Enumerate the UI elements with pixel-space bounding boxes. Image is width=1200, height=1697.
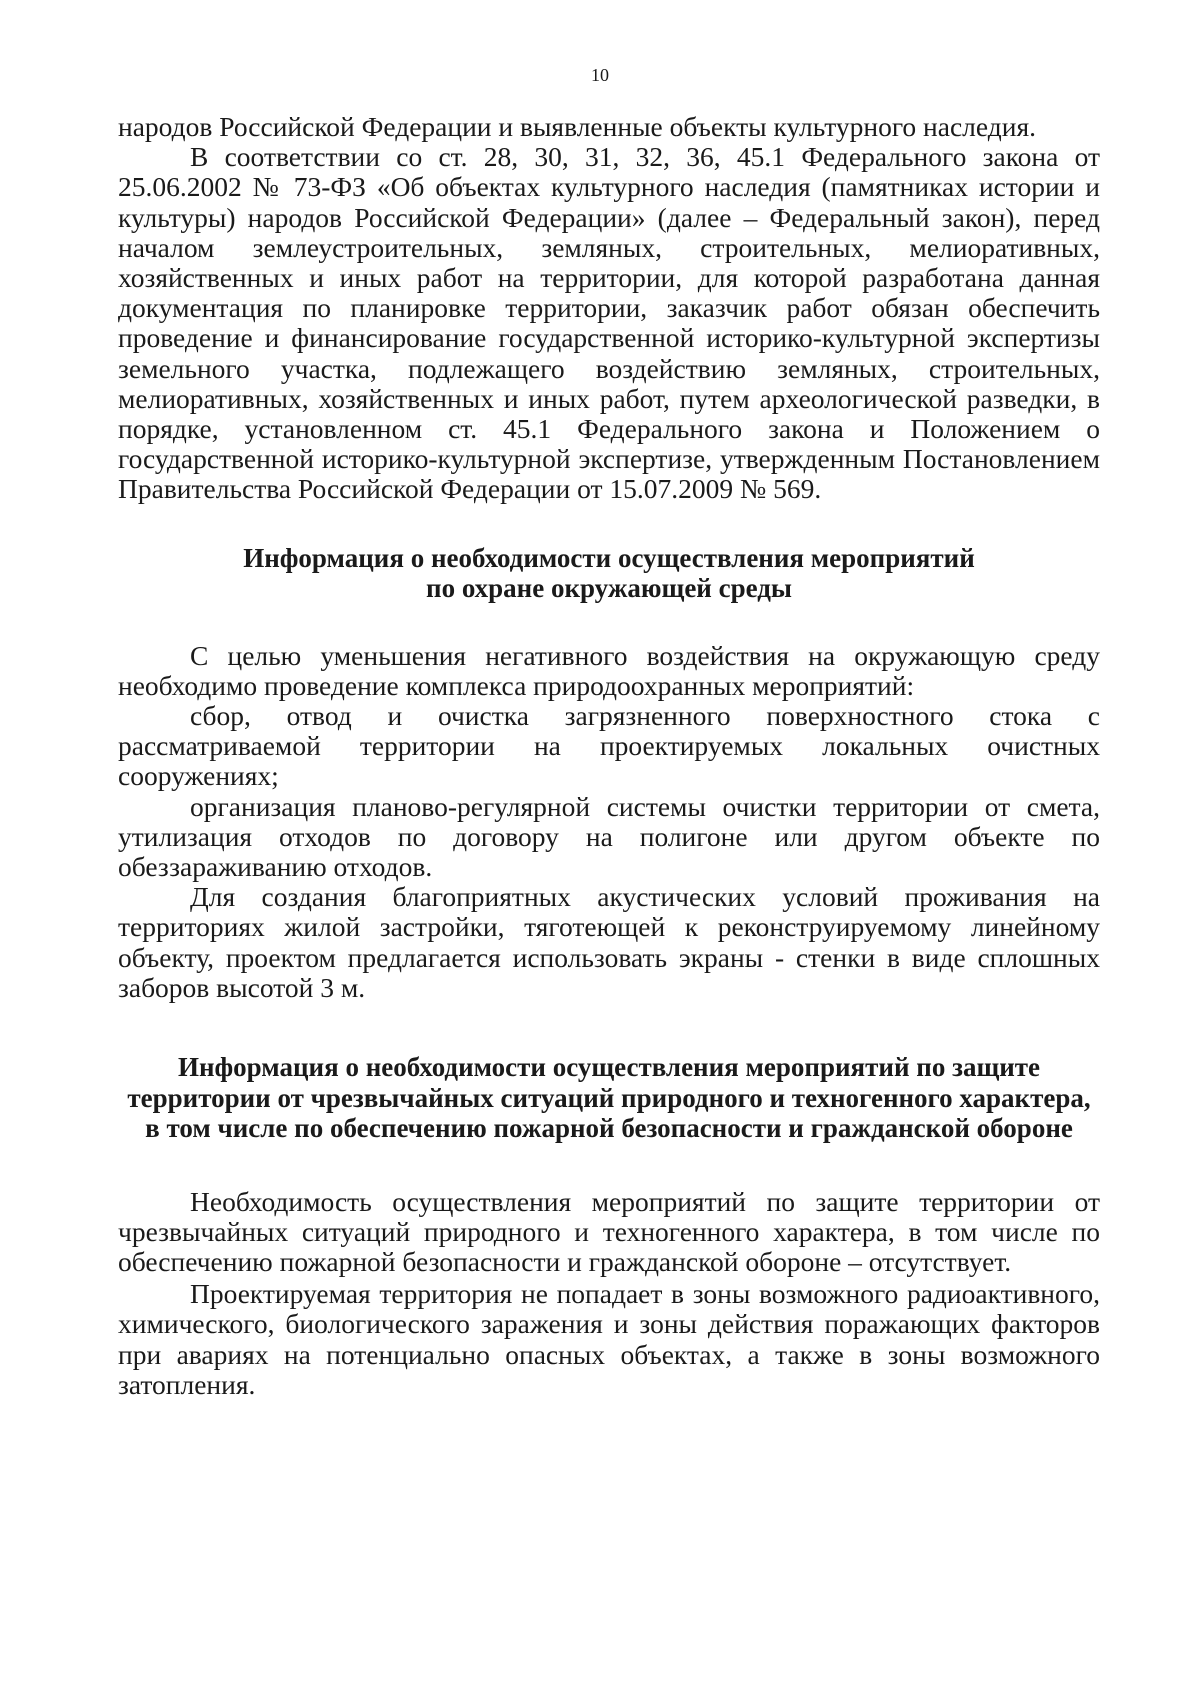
environment-paragraph-1: С целью уменьшения негативного воздействия на окружающую среду необходимо проведение комплекса природоохранных мероприятий:	[118, 639, 1100, 701]
emergency-heading-line-2: территории от чрезвычайных ситуаций природного и техногенного характера,	[127, 1082, 1091, 1113]
environment-paragraph-4: Для создания благоприятных акустических условий проживания на территориях жилой застройки, тяготеющей к реконструируемому линейному объекту, проектом предлагается использовать экраны - стенки в виде сплошных заборов высотой 3 м.	[118, 881, 1100, 1003]
environment-paragraph-3: организация планово-регулярной системы очистки территории от смета, утилизация отходов по договору на полигоне или другом объекте по обеззараживанию отходов.	[118, 790, 1100, 883]
emergency-paragraph-1: Необходимость осуществления мероприятий по защите территории от чрезвычайных ситуаций природного и техногенного характера, в том числе по обеспечению пожарной безопасности и гражданской обороне – отсутствует.	[118, 1185, 1100, 1277]
environment-heading-line-1: Информация о необходимости осуществления мероприятий	[243, 542, 975, 573]
emergency-heading-line-1: Информация о необходимости осуществления мероприятий по защите	[177, 1052, 1041, 1083]
emergency-paragraph-2: Проектируемая территория не попадает в зоны возможного радиоактивного, химического, биологического заражения и зоны действия поражающих факторов при авариях на потенциально опасных объектах, а также в зоны возможного затопления.	[118, 1278, 1100, 1400]
emergency-section-heading	[118, 1052, 1100, 1144]
continued-paragraph: народов Российской Федерации и выявленные объекты культурного наследия.	[118, 111, 1036, 142]
environment-paragraph-2: сбор, отвод и очистка загрязненного поверхностного стока с рассматриваемой территории на проектируемых локальных очистных сооружениях;	[118, 700, 1100, 792]
environment-section-heading	[118, 543, 1100, 604]
environment-heading-line-2: по охране окружающей среды	[426, 573, 792, 604]
emergency-heading-line-3: в том числе по обеспечению пожарной безопасности и гражданской обороне	[145, 1113, 1073, 1144]
page-number: 10	[591, 65, 609, 85]
heritage-expertise-paragraph: В соответствии со ст. 28, 30, 31, 32, 36, 45.1 Федерального закона от 25.06.2002 № 73-ФЗ «Об объектах культурного наследия (памятниках истории и культуры) народов Российской Федерации» (далее – Федеральный закон), перед началом землеустроительных, земляных, строительных, мелиоративных, хозяйственных и иных работ на территории, для которой разработана данная документация по планировке территории, заказчик работ обязан обеспечить проведение и финансирование государственной историко-культурной экспертизы земельного участка, подлежащего воздействию земляных, строительных, мелиоративных, хозяйственных и иных работ, путем археологической разведки, в порядке, установленном ст. 45.1 Федерального закона и Положением о государственной историко-культурной экспертизе, утвержденным Постановлением Правительства Российской Федерации от 15.07.2009 № 569.	[118, 141, 1100, 505]
page-content	[118, 112, 1100, 1400]
